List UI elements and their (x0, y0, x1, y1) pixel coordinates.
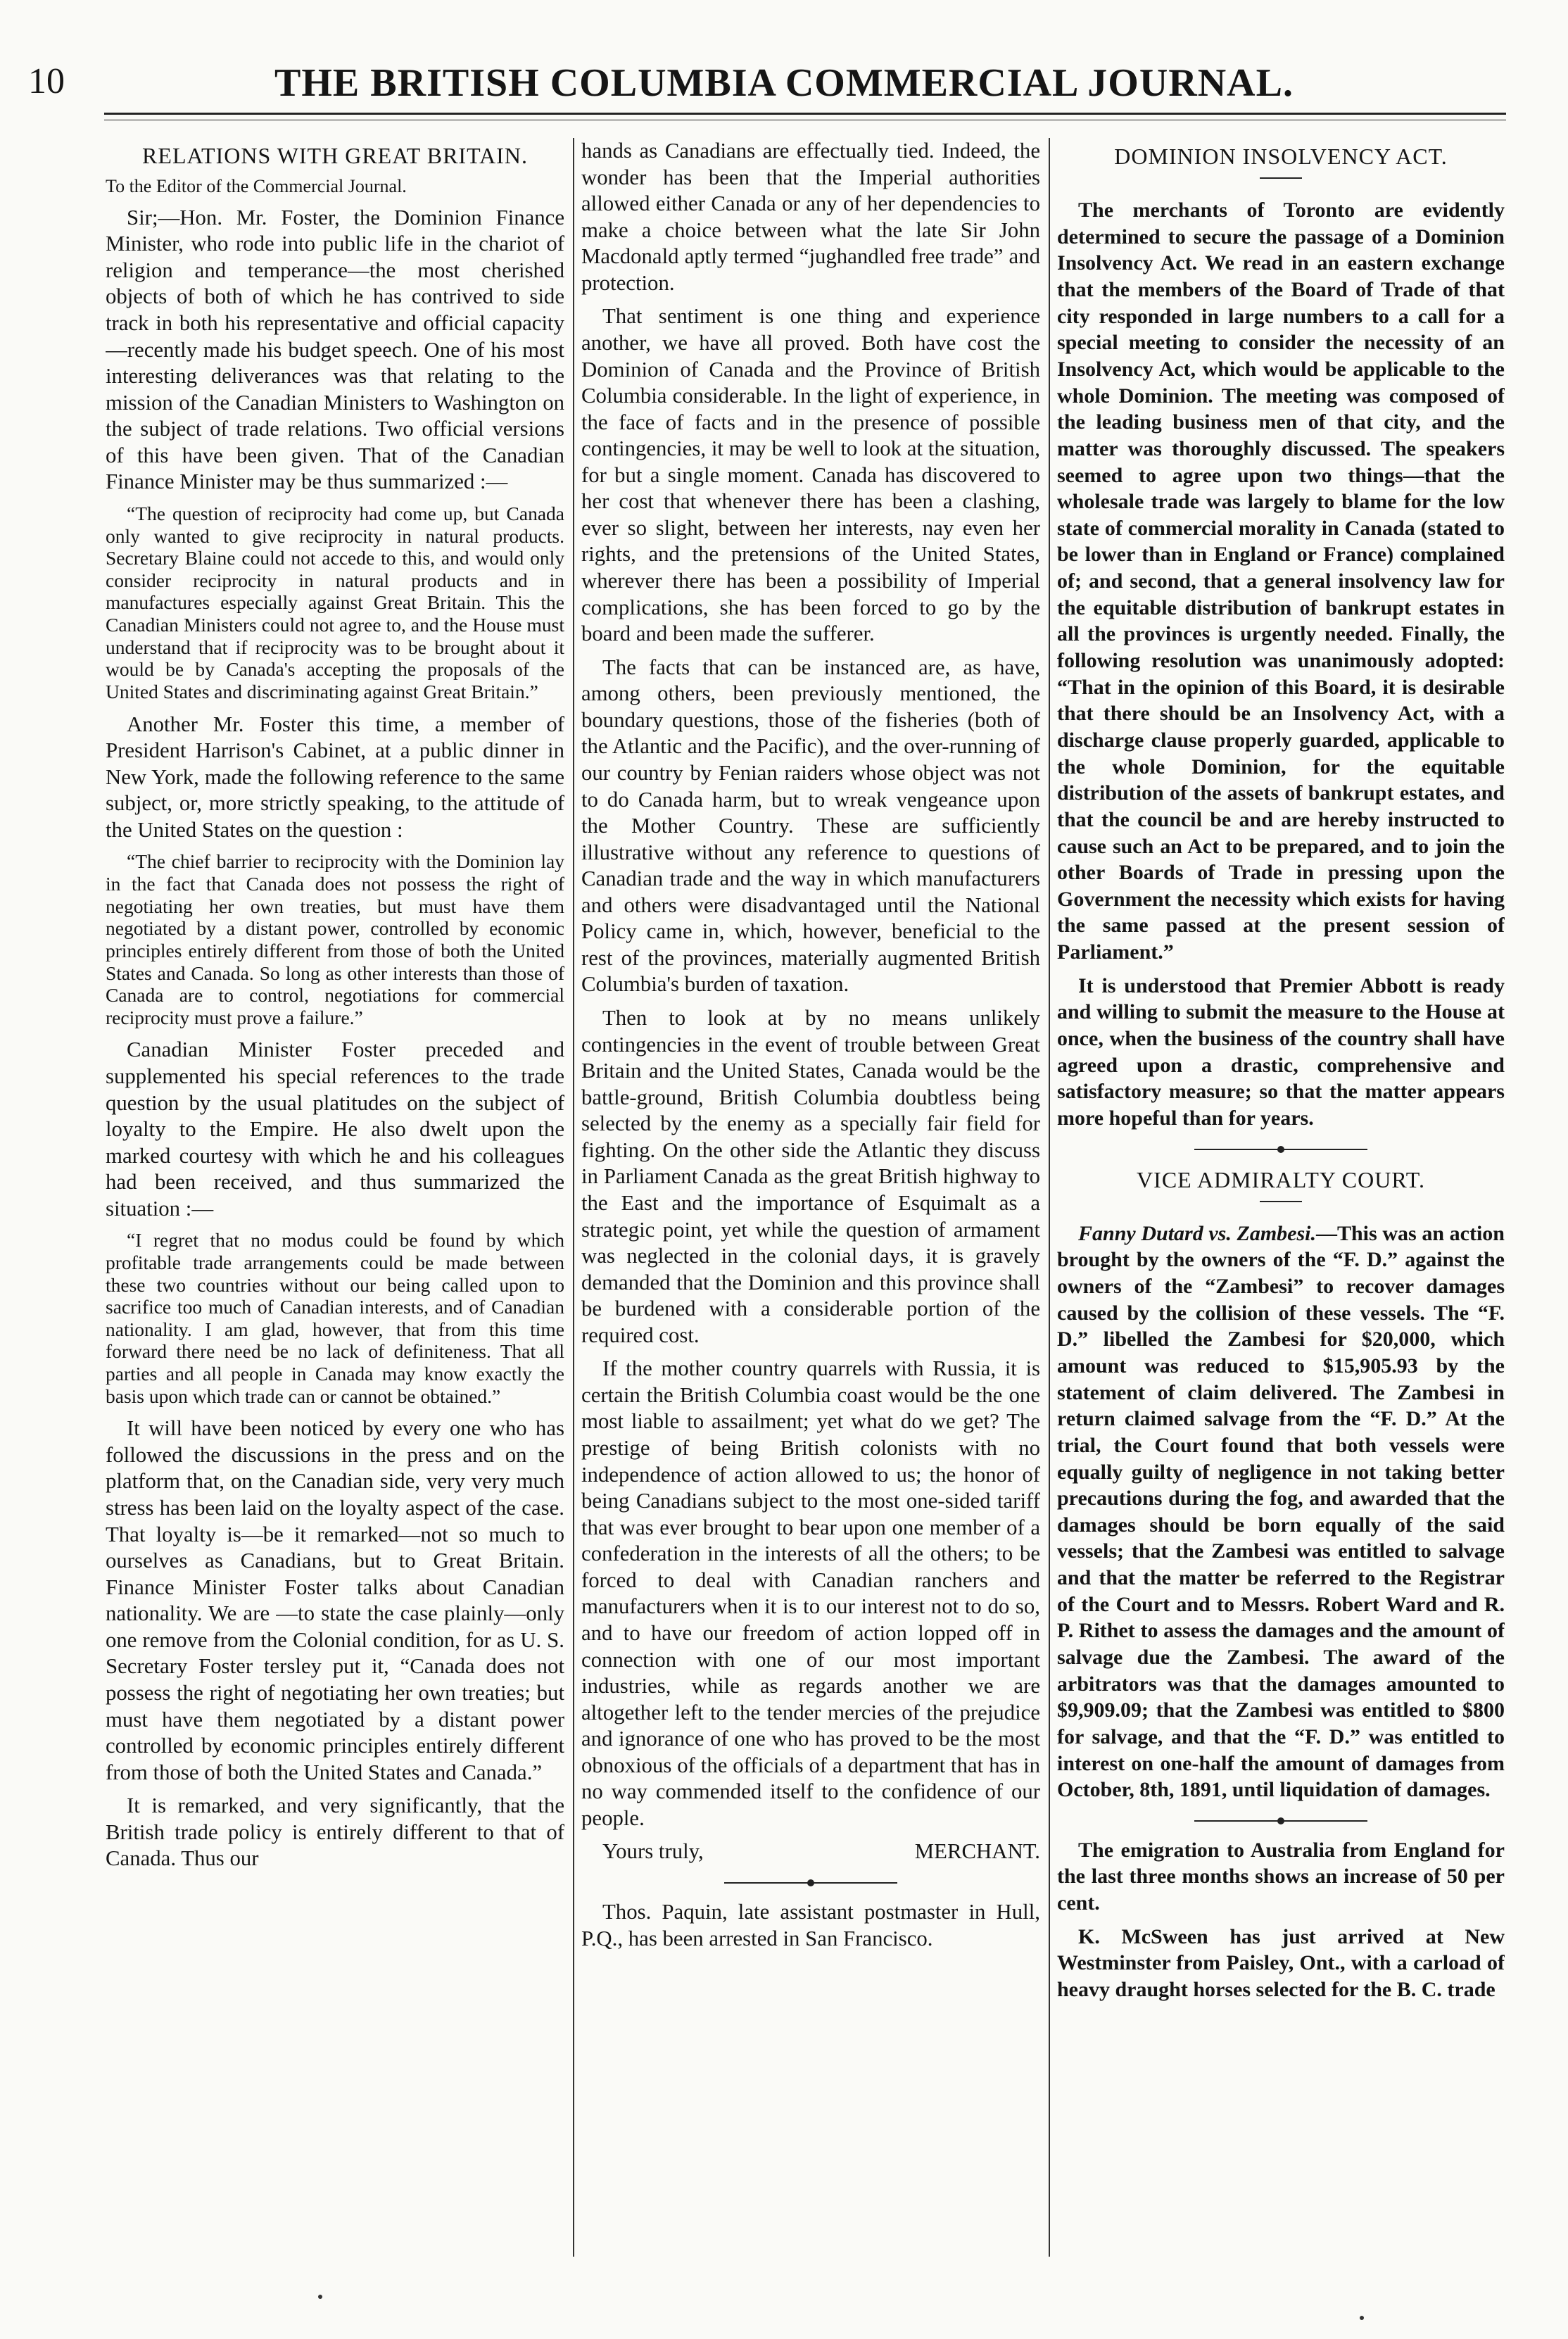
news-item: Thos. Paquin, late assistant postmaster in Hull, P.Q., has been arrested in San Francisco. (581, 1900, 1040, 1950)
heading-dash (1260, 177, 1302, 179)
header-rule (104, 113, 1506, 115)
signature-name: MERCHANT. (914, 1839, 1040, 1864)
column-middle (581, 138, 1040, 2257)
case-text: —This was an action brought by the owners of the “F. D.” against the owners of the “Zambesi” to recover damages caused by the collision of these vessels. The “F. D.” libelled the Zambesi for $20,000, which amount was reduced to $15,905.93 by the statement of claim delivered. The Zambesi in return claimed salvage from the “F. D.” At the trial, the Court found that both vessels were equally guilty of negligence in not taking better precautions during the fog, and awarded that the damages should be born equally of the said vessels; that the Zambesi was entitled to salvage and that the matter be referred to the Registrar of the Court and to Messrs. Robert Ward and R. P. Rithet to assess the damages and the amount of salvage due the Zambesi. The award of the arbitrators was that the damages amounted to $9,909.09; that the Zambesi was entitled to $800 for salvage, and that the “F. D.” was entitled to interest on one-half the amount of damages from October, 8th, 1891, until liquidation of damages. (1057, 1221, 1505, 1802)
news-item: The emigration to Australia from England for the last three months shows an increase of 50 per cent. (1057, 1838, 1505, 1915)
paragraph: The merchants of Toronto are evidently determined to secure the passage of a Dominion Insolvency Act. We read in an eastern exchange that the members of the Board of Trade of that city responded in large numbers to a call for a special meeting to consider the necessity of an Insolvency Act, which would be applicable to the whole Dominion. The meeting was composed of the leading business men of that city, and the matter was thoroughly discussed. The speakers seemed to agree upon two things—that the wholesale trade was largely to blame for the low state of commercial morality in Canada (stated to be lower than in England or France) complained of; and second, that a general insolvency law for the equitable distribution of bankrupt estates in all the provinces is urgently needed. Finally, the following resolution was unanimously adopted: “That in the opinion of this Board, it is desirable that there should be an Insolvency Act, with a discharge clause properly guarded, applicable to the whole Dominion, for the equitable distribution of the assets of bankrupt estates, and that the council be and are hereby instructed to cause such an Act to be prepared, and to join the other Boards of Trade in pressing upon the Government the necessity which exists for having the same passed at the present session of Parliament.” (1057, 198, 1505, 964)
paragraph: It will have been noticed by every one who has followed the discussions in the press and on the platform that, on the Canadian side, very very much stress has been laid on the loyalty aspect of the case. That loyalty is—be it remarked—not so much to ourselves as Canadians, but to Great Britain. Finance Minister Foster talks about Canadian nationality. We are —to state the case plainly—only one remove from the Colonial condition, for as U. S. Secretary Foster tersley put it, “Canada does not possess the right of negotiating her own treaties; but must have them negotiated by a distant power controlled by economic principles entirely different from those of both the United States and Canada.” (106, 1416, 564, 1784)
column-left (106, 138, 564, 2257)
column-divider (1049, 138, 1050, 2257)
paragraph: It is remarked, and very significantly, that the British trade policy is entirely different to that of Canada. Thus our (106, 1793, 564, 1871)
paragraph: hands as Canadians are effectually tied. Indeed, the wonder has been that the Imperial authorities allowed either Canada or any of her dependencies to make a choice between what the late Sir John Macdonald aptly termed “jughandled free trade” and protection. (581, 139, 1040, 295)
heading-dash (1260, 1201, 1302, 1202)
block-quote: “I regret that no modus could be found by which profitable trade arrangements could be made between these two countries without our being called upon to sacrifice too much of Canadian interests, and of Canadian nationality. I am glad, however, that from this time forward there need be no lack of definiteness. That all parties and all people in Canada may know exactly the basis upon which trade can or cannot be obtained.” (106, 1229, 564, 1407)
block-quote: “The chief barrier to reciprocity with the Dominion lay in the fact that Canada does not possess the right of negotiating her own treaties, but must have them negotiated by a distant power, controlled by economic principles entirely different from those of both the United States and Canada. So long as other interests than those of Canada are to control, negotiations for commercial reciprocity must prove a failure.” (106, 850, 564, 1028)
news-item: K. McSween has just arrived at New Westminster from Paisley, Ont., with a carload of heavy draught horses selected for the B. C. trade (1057, 1924, 1505, 2002)
signature-line (581, 1839, 1040, 1865)
paragraph: Sir;—Hon. Mr. Foster, the Dominion Finance Minister, who rode into public life in the chariot of religion and temperance—the most cherished objects of both of which he has contrived to side track in both his representative and official capacity—recently made his budget speech. One of his most interesting deliverances was that relating to the mission of the Canadian Ministers to Washington on the subject of trade relations. Two official versions of this have been given. That of the Canadian Finance Minister may be thus summarized :— (106, 205, 564, 494)
column-right (1057, 138, 1505, 2257)
print-speck (318, 2295, 322, 2299)
signature-closing: Yours truly, (602, 1839, 704, 1864)
article-heading-relations: RELATIONS WITH GREAT BRITAIN. (142, 143, 528, 168)
section-separator (581, 1879, 1040, 1886)
block-quote: “The question of reciprocity had come up, but Canada only wanted to give reciprocity in natural products. Secretary Blaine could not accede to this, and would only consider reciprocity in natural products and in manufactures especially against Great Britain. This the Canadian Ministers could not agree to, and the House must understand that if reciprocity was to be brought about it would be by Canada's accepting the proposals of the United States and discriminating against Great Britain.” (106, 502, 564, 702)
section-separator (1057, 1146, 1505, 1153)
column-divider (573, 138, 574, 2257)
paragraph: Then to look at by no means unlikely contingencies in the event of trouble between Great Britain and the United States, Canada would be the battle-ground, British Columbia doubtless being selected by the enemy as a specially fair field for fighting. On the other side the Atlantic they discuss in Parliament Canada as the great British highway to the East and the importance of Esquimalt as a strategic point, yet while the question of armament was neglected in the colonial days, it is gravely demanded that the Dominion and this province shall be burdened with a considerable portion of the required cost. (581, 1006, 1040, 1347)
article-heading-insolvency: DOMINION INSOLVENCY ACT. (1114, 144, 1448, 169)
paragraph (1057, 1221, 1505, 1803)
print-speck (1360, 2316, 1364, 2320)
paragraph: The facts that can be instanced are, as have, among others, been previously mentioned, the boundary questions, those of the fisheries (both of the Atlantic and the Pacific), and the over-running of our country by Fenian raiders whose object was not to do Canada harm, but to wreak vengeance upon the Mother Country. These are sufficiently illustrative without any reference to questions of Canadian trade and the way in which manufacturers and others were disadvantaged until the National Policy came in, which, however, beneficial to the rest of the provinces, materially augmented British Columbia's burden of taxation. (581, 655, 1040, 997)
case-title: Fanny Dutard vs. Zambesi. (1078, 1221, 1316, 1245)
journal-title: THE BRITISH COLUMBIA COMMERCIAL JOURNAL. (274, 61, 1294, 105)
paragraph: Canadian Minister Foster preceded and supplemented his special references to the trade question by the usual platitudes on the subject of loyalty to the Empire. He also dwelt upon the marked courtesy with which he and his colleagues had been received, and thus summarized the situation :— (106, 1038, 564, 1221)
paragraph: Another Mr. Foster this time, a member of President Harrison's Cabinet, at a public dinner in New York, made the following reference to the same subject, or, more strictly speaking, to the attitude of the United States on the question : (106, 712, 564, 842)
letter-address: To the Editor of the Commercial Journal. (106, 176, 407, 197)
page-number: 10 (28, 61, 65, 101)
section-separator (1057, 1817, 1505, 1824)
paragraph: If the mother country quarrels with Russia, it is certain the British Columbia coast would be the one most liable to assailment; yet what do we get? The prestige of being British colonists with no independence of action allowed to us; the honor of being Canadians subject to the most one-sided tariff that was ever brought to bear upon one member of a confederation in the interests of all the others; to be forced to deal with Canadian ranchers and manufacturers when it is to our interest not to do so, and to have our freedom of action lopped off in connection with one of our most important industries, while as regards another we are altogether left to the tender mercies of the prejudice and ignorance of one who has proved to be the most obnoxious of the officials of a department that has in no way commended itself to the confidence of our people. (581, 1356, 1040, 1830)
paragraph: That sentiment is one thing and experience another, we have all proved. Both have cost the Dominion of Canada and the Province of British Columbia considerable. In the light of experience, in the face of facts and in the presence of possible contingencies, it may be well to look at the situation, for but a single moment. Canada has discovered to her cost that whenever there has been a clashing, ever so slight, between her interests, nay even her rights, and the pretensions of the United States, wherever there has been a possibility of Imperial complications, she has been forced to go by the board and been made the sufferer. (581, 304, 1040, 646)
article-heading-admiralty: VICE ADMIRALTY COURT. (1137, 1166, 1425, 1192)
paragraph: It is understood that Premier Abbott is ready and willing to submit the measure to the House at once, when the business of the country shall have agreed upon a drastic, comprehensive and satisfactory measure; so that the matter appears more hopeful than for years. (1057, 973, 1505, 1130)
